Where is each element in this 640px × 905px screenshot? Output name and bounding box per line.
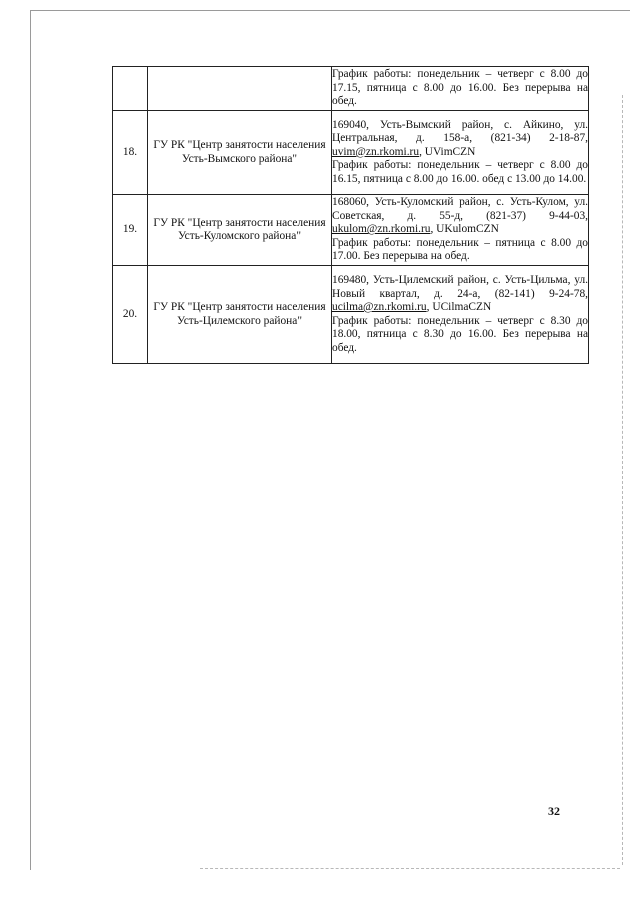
contact-info: 169480, Усть-Цилемский район, с. Усть-Цильма, ул. Новый квартал, д. 24-а, (82-141) 9-24-78, ucilma@zn.rkomi.ru, UCilmaCZN График работы: понедельник – четверг с 8.30 до 18.00, пятница с 8.30 до 16.00. Без перерыва на обед.	[332, 266, 589, 364]
work-schedule: График работы: понедельник – четверг с 8.00 до 17.15, пятница с 8.00 до 16.00. Без перерыва на обед.	[332, 68, 588, 108]
organization-name: ГУ РК "Центр занятости населения Усть-Цилемского района"	[148, 266, 332, 364]
scan-edge-top	[30, 10, 630, 11]
email-link[interactable]: ukulom@zn.rkomi.ru	[332, 223, 431, 236]
scan-edge-right	[622, 95, 624, 865]
organization-name	[148, 67, 332, 111]
scan-edge-left	[30, 10, 31, 870]
employment-centers-table	[112, 66, 589, 364]
scan-edge-bottom	[200, 868, 620, 870]
email-link[interactable]: ucilma@zn.rkomi.ru	[332, 301, 427, 313]
address-text: 169480, Усть-Цилемский район, с. Усть-Цильма, ул. Новый квартал, д. 24-а, (82-141) 9-24-78,	[332, 274, 588, 300]
organization-name: ГУ РК "Центр занятости населения Усть-Вымского района"	[148, 111, 332, 195]
email-link[interactable]: uvim@zn.rkomi.ru	[332, 145, 420, 158]
contact-info	[332, 67, 589, 111]
work-schedule: График работы: понедельник – четверг с 8.00 до 16.15, пятница с 8.00 до 16.00. обед с 13.00 до 14.00.	[332, 159, 588, 185]
org-code: UVimCZN	[424, 145, 476, 158]
row-number	[113, 67, 148, 111]
work-schedule: График работы: понедельник – пятница с 8.00 до 17.00. Без перерыва на обед.	[332, 236, 588, 263]
row-number: 19.	[113, 195, 148, 266]
address-text: 168060, Усть-Куломский район, с. Усть-Кулом, ул. Советская, д. 55-д, (821-37) 9-44-03,	[332, 196, 588, 222]
page-number: 32	[548, 804, 560, 818]
row-number: 18.	[113, 111, 148, 195]
table-row	[113, 266, 589, 364]
contact-info: 168060, Усть-Куломский район, с. Усть-Кулом, ул. Советская, д. 55-д, (821-37) 9-44-03, ukulom@zn.rkomi.ru, UKulomCZN График работы: понедельник – пятница с 8.00 до 17.00. Без перерыва на обед.	[332, 195, 589, 266]
org-code: UCilmaCZN	[432, 301, 492, 313]
organization-name: ГУ РК "Центр занятости населения Усть-Куломского района"	[148, 195, 332, 266]
work-schedule: График работы: понедельник – четверг с 8.30 до 18.00, пятница с 8.30 до 16.00. Без перерыва на обед.	[332, 314, 588, 354]
row-number: 20.	[113, 266, 148, 364]
org-code: UKulomCZN	[436, 223, 499, 236]
table-row	[113, 67, 589, 111]
address-text: 169040, Усть-Вымский район, с. Айкино, ул. Центральная, д. 158-а, (821-34) 2-18-87,	[332, 118, 588, 145]
table-row	[113, 111, 589, 195]
contact-info: 169040, Усть-Вымский район, с. Айкино, ул. Центральная, д. 158-а, (821-34) 2-18-87, uvim@zn.rkomi.ru, UVimCZN График работы: понедельник – четверг с 8.00 до 16.15, пятница с 8.00 до 16.00. обед с 13.00 до 14.00.	[332, 111, 589, 195]
table-row	[113, 195, 589, 266]
